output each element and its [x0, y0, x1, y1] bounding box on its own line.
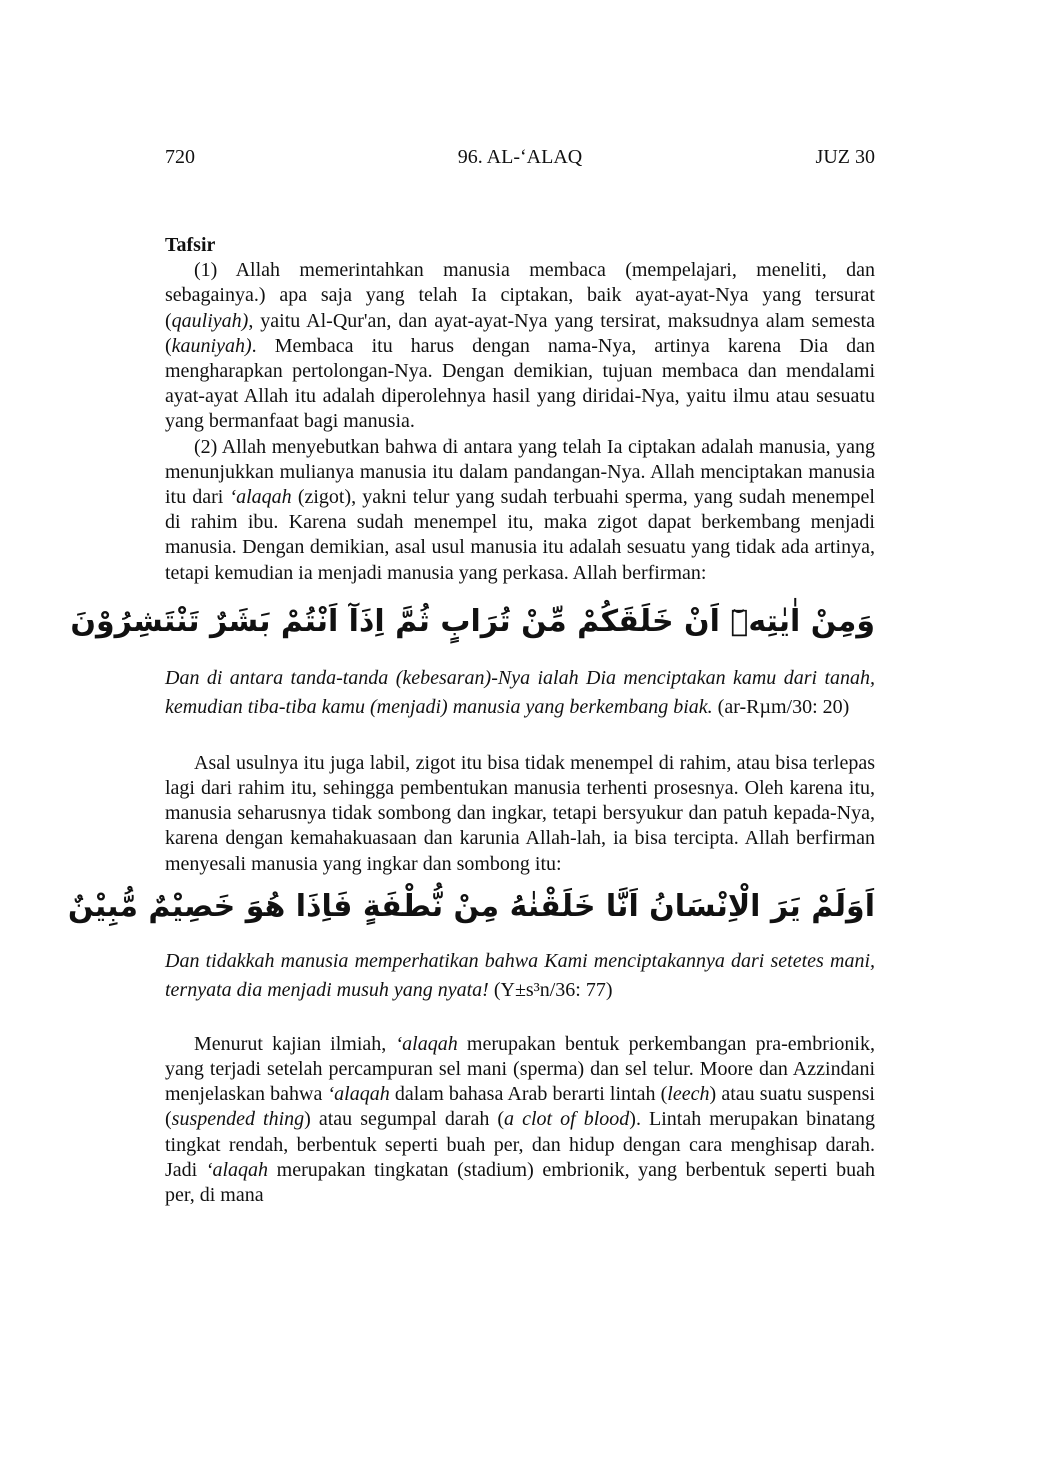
verse-translation-text: Dan tidakkah manusia memperhatikan bahwa Kami menciptakannya dari setetes mani, ternyata dia menjadi musuh yang nyata! [165, 949, 875, 1002]
arabic-verse-1: وَمِنْ اٰيٰتِهٖٓ اَنْ خَلَقَكُمْ مِّنْ تُرَابٍ ثُمَّ اِذَآ اَنْتُمْ بَشَرٌ تَنْتَشِرُوْنَ [70, 603, 875, 639]
page-header [165, 146, 875, 174]
surah-title: 96. AL-‘ALAQ [457, 146, 583, 168]
page-body [67, 233, 876, 1208]
page-number: 720 [165, 146, 195, 168]
verse-translation-2 [165, 947, 875, 1006]
arabic-verse-2: اَوَلَمْ يَرَ الْاِنْسَانُ اَنَّا خَلَقْنٰهُ مِنْ نُّطْفَةٍ فَاِذَا هُوَ خَصِيْمٌ مُّبِيْنٌ [67, 888, 875, 924]
section-title: Tafsir [165, 234, 216, 256]
tafsir-paragraph-1: (1) Allah memerintahkan manusia membaca (mempelajari, meneliti, dan sebagainya.) apa saja yang telah Ia ciptakan, baik ayat-ayat-Nya yang tersurat (qauliyah), yaitu Al-Qur'an, dan ayat-ayat-Nya yang tersirat, maksudnya alam semesta (kauniyah). Membaca itu harus dengan nama-Nya, artinya karena Dia dan mengharapkan pertolongan-Nya. Dengan demikian, tujuan membaca dan mendalami ayat-ayat Allah itu adalah diperolehnya hasil yang diridai-Nya, yaitu ilmu atau sesuatu yang bermanfaat bagi manusia. [165, 259, 875, 433]
verse-translation-1 [165, 664, 875, 723]
juz-label: JUZ 30 [815, 146, 875, 168]
tafsir-paragraph-3: Asal usulnya itu juga labil, zigot itu bisa tidak menempel di rahim, atau bisa terlepas lagi dari rahim itu, sehingga pembentukan manusia terhenti prosesnya. Oleh karena itu, manusia seharusnya tidak sombong dan ingkar, tetapi bersyukur dan patuh kepada-Nya, karena dengan kemahakuasaan dan karunia Allah-lah, ia bisa tercipta. Allah berfirman menyesali manusia yang ingkar dan sombong itu: [165, 751, 875, 875]
tafsir-paragraph-2: (2) Allah menyebutkan bahwa di antara yang telah Ia ciptakan adalah manusia, yang menunjukkan mulianya manusia itu dalam pandangan-Nya. Allah menciptakan manusia itu dari ‘alaqah (zigot), yakni telur yang sudah terbuahi sperma, yang sudah menempel di rahim ibu. Karena sudah menempel itu, maka zigot dapat berkembang menjadi manusia. Dengan demikian, asal usul manusia itu adalah sesuatu yang tidak ada artinya, tetapi kemudian ia menjadi manusia yang perkasa. Allah berfirman: [165, 435, 875, 584]
verse-reference: (Y±s³n/36: 77) [488, 979, 613, 1002]
verse-translation-text: Dan di antara tanda-tanda (kebesaran)-Nya ialah Dia menciptakan kamu dari tanah, kemudian tiba-tiba kamu (menjadi) manusia yang berkembang biak. [165, 666, 875, 719]
verse-reference: (ar-Rµm/30: 20) [712, 696, 850, 719]
tafsir-paragraph-4: Menurut kajian ilmiah, ‘alaqah merupakan bentuk perkembangan pra-embrionik, yang terjadi setelah percampuran sel mani (sperma) dan sel telur. Moore dan Azzindani menjelaskan bahwa ‘alaqah dalam bahasa Arab berarti lintah (leech) atau suatu suspensi (suspended thing) atau segumpal darah (a clot of blood). Lintah merupakan binatang tingkat rendah, berbentuk seperti buah per, dan hidup dengan cara menghisap darah. Jadi ‘alaqah merupakan tingkatan (stadium) embrionik, yang berbentuk seperti buah per, di mana [165, 1032, 876, 1207]
